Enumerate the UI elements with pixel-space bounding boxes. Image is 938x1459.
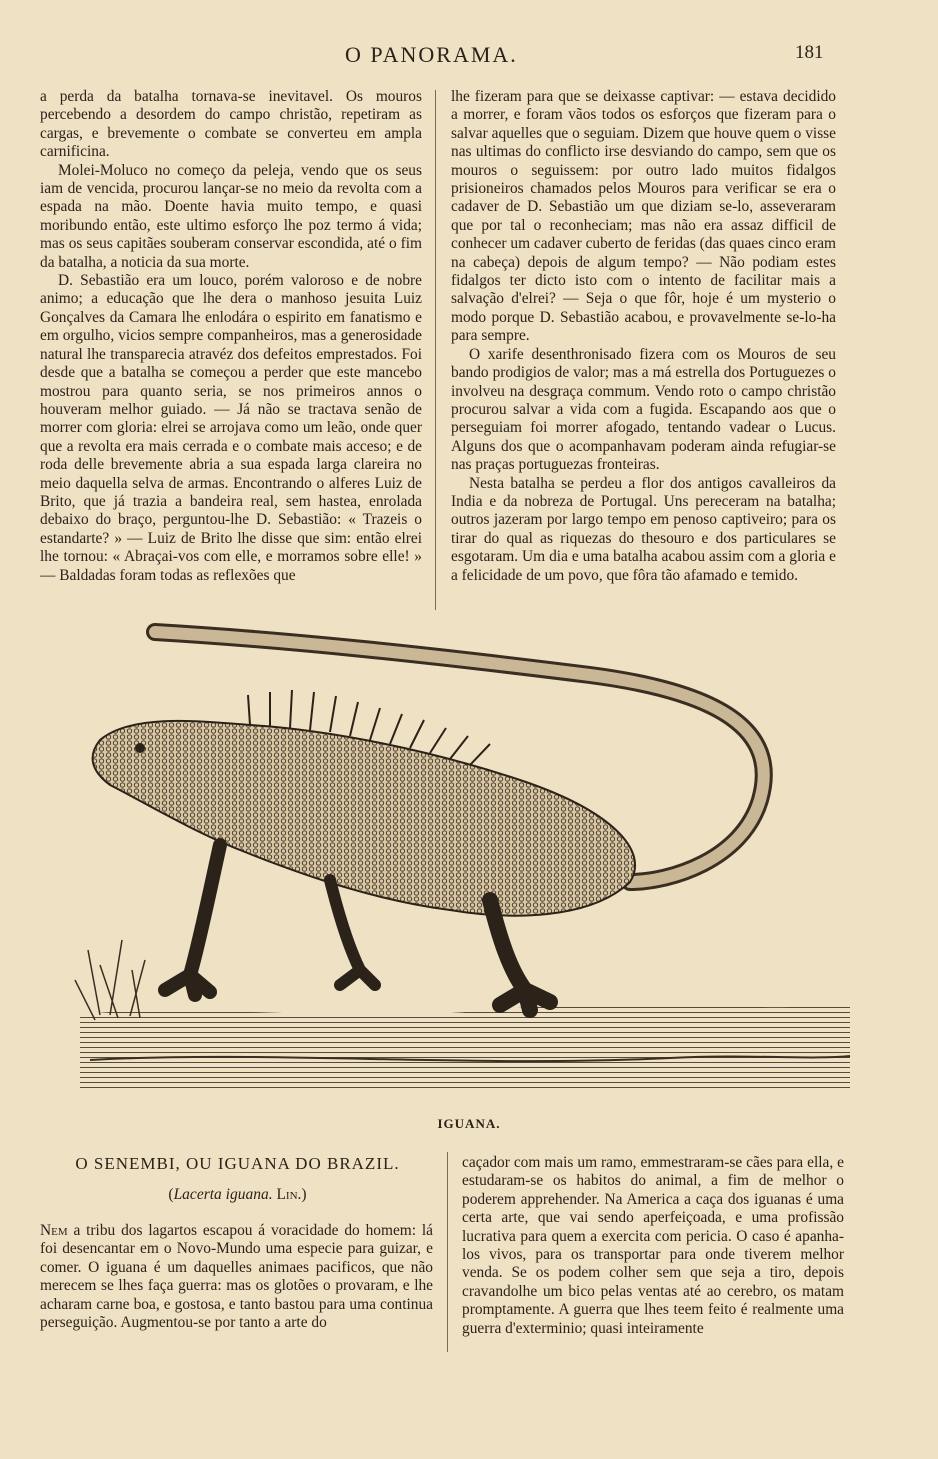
paragraph: D. Sebastião era um louco, porém valoroso e de nobre animo; a educação que lhe dera o manhoso jesuita Luiz Gonçalves da Camara lhe enlodára o espirito em fanatismo e em orgulho, vicios sempre companheiros, mas a generosidade natural lhe transparecia atravéz dos defeitos emprestados. Foi desde que a batalha se começou a perder que este mancebo mostrou para quanto seria, se nos primeiros annos o houveram melhor guiado. — Já não se tractava senão de morrer com gloria: elrei se arrojava como um leão, onde quer que a revolta era mais cerrada e o combate mais acceso; e de roda delle brevemente abria a sua espada larga clareira no meio daquella selva de armas. Encontrando o alferes Luiz de Brito, que já trazia a bandeira real, sem hastea, enrolada debaixo do braço, perguntou-lhe D. Sebastião: « Trazeis o estandarte? » — Luiz de Brito lhe disse que sim: então elrei lhe tornou: « Abraçai-vos com elle, e morramos sobre elle! » — Baldadas foram todas as reflexões que [40,272,422,584]
journal-title: O PANORAMA. [345,42,518,67]
paragraph: a perda da batalha tornava-se inevitavel. Os mouros percebendo a desordem do campo christão, repetiram as cargas, e brevemente o combate se converteu em ampla carnificina. [40,88,422,161]
scientific-name: Lacerta iguana. [173,1186,273,1203]
opening-word: Nem [40,1222,68,1239]
article-right-column [462,1154,844,1338]
paragraph [40,1222,433,1332]
subtitle-close: ) [301,1186,307,1203]
figure-caption: IGUANA. [437,1116,501,1131]
paragraph: O xarife desenthronisado fizera com os Mouros de seu bando prodigios de valor; mas a má estrella dos Portuguezes o involveu na desgraça commum. Vendo roto o campo christão procurou salvar a vida com a fugida. Escapando aos que o perseguiam foi morrer afogado, tentando vadear o Lucus. Alguns dos que o acompanhavam poderam ainda refugiar-se nas praças portuguezas fronteiras. [451,345,836,474]
taxon-author: Lin. [276,1186,302,1203]
column-rule [435,90,436,610]
column-rule [447,1152,448,1352]
article-subtitle [40,1186,435,1204]
article-title: O SENEMBI, OU IGUANA DO BRAZIL. [75,1154,400,1173]
top-left-column [40,88,422,585]
paragraph: Molei-Moluco no começo da peleja, vendo que os seus iam de vencida, procurou lançar-se no meio da revolta com a espada na mão. Doente havia muito tempo, e quasi moribundo então, este ultimo esforço lhe poz termo á vida; mas os seus capitães souberam conservar escondida, até o fim da batalha, a noticia da sua morte. [40,161,422,271]
paragraph: caçador com mais um ramo, emmestraram-se cães para ella, e estudaram-se os habitos do animal, a fim de melhor o poderem apprehender. Na America a caça dos iguanas é uma certa arte, que vai sendo aperfeiçoada, e uma profissão lucrativa para quem a exercita com pericia. O caso é apanha-los vivos, para os transportar para onde tiverem melhor venda. Se os podem colher sem que seja a tiro, depois cravandolhe um bico pelas ventas até ao cerebro, os matam promptamente. A guerra que lhes teem feito é realmente uma guerra d'exterminio; quasi inteiramente [462,1154,844,1337]
top-right-column [451,88,836,585]
paragraph: Nesta batalha se perdeu a flor dos antigos cavalleiros da India e da nobreza de Portugal. Uns pereceram na batalha; outros jazeram por largo tempo em penoso captiveiro; para os tirar do qual as riquezas do thesouro e dos particulares se esgotaram. Um dia e uma batalha acabou assim com a gloria e a felicidade de um povo, que fôra tão afamado e temido. [451,474,836,584]
running-head [0,42,938,72]
paragraph-text: a tribu dos lagartos escapou á voracidade do homem: lá foi desencantar em o Novo-Mundo uma especie para guizar, e comer. O iguana é um daquelles animaes pacificos, que não merecem se lhes faça guerra: mas os glotões o provaram, e lhe acharam carne boa, e gostosa, e tanto bastou para uma continua perseguição. Augmentou-se por tanto a arte do [40,1222,433,1332]
iguana-engraving [70,620,860,1100]
article-left-column [40,1222,433,1332]
paragraph: lhe fizeram para que se deixasse captivar: — estava decidido a morrer, e foram vãos todos os esforços que fizeram para o salvar aquelles que o seguiam. Dizem que houve quem o visse nas ultimas do conflicto irse desviando do campo, sem que os mouros o seguissem: por outro lado muitos fidalgos prisioneiros chamados pelos Mouros para verificar se era o cadaver de D. Sebastião um que diziam se-lo, asseveraram que por tal o reconheciam; mas não era assaz difficil de conhecer um cadaver cuberto de feridas (das quaes cinco eram na cabeça) depois de algum tempo? — Não podiam estes fidalgos ter dicto isto com o intento de facilitar mais a salvação d'elrei? — Seja o que fôr, hoje é um mysterio o modo porque D. Sebastião acabou, e provavelmente se-lo-ha para sempre. [451,88,836,345]
page-number: 181 [795,42,824,63]
subtitle-open: ( [168,1186,174,1203]
